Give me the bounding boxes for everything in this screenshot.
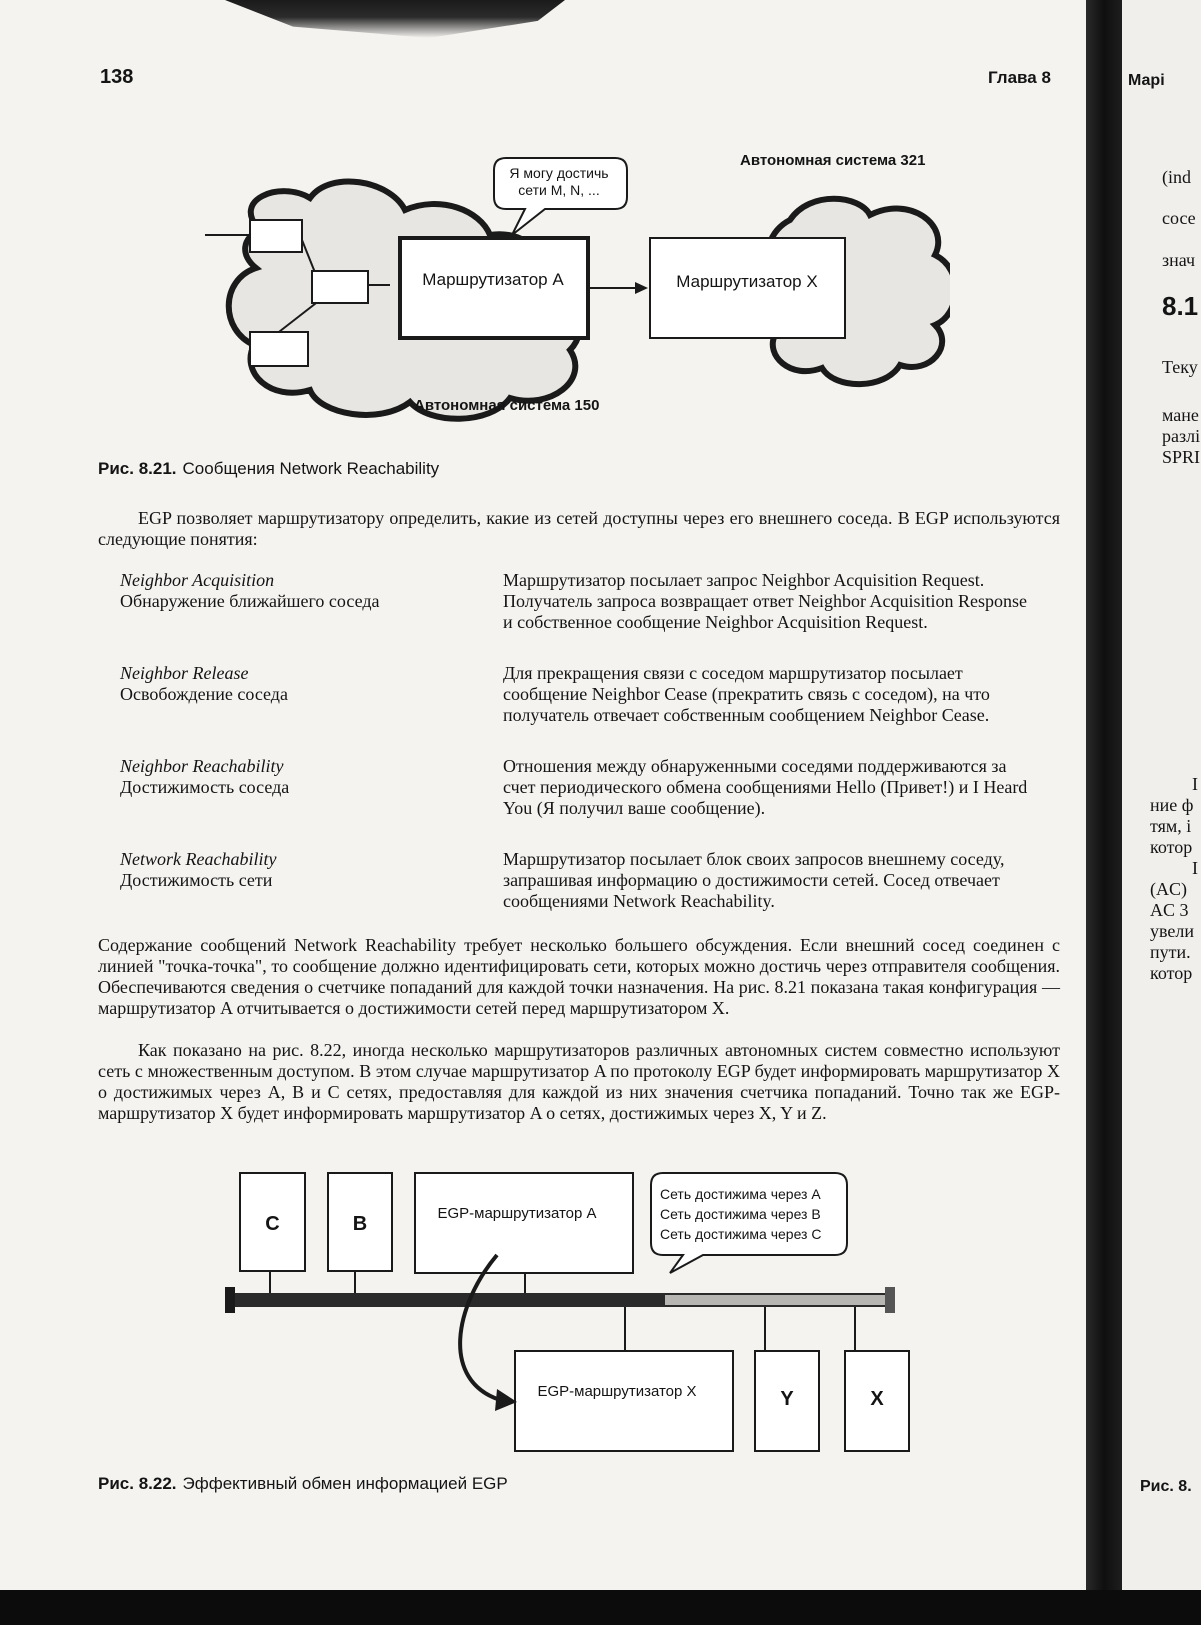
adjacent-line: котор: [1150, 963, 1193, 983]
scan-shadow: [225, 0, 565, 38]
term-neighbor-acquisition: [120, 570, 379, 612]
page-number: 138: [100, 66, 134, 88]
egp-x-label: EGP-маршрутизатор X: [537, 1383, 697, 1400]
network-box-2: [312, 271, 368, 303]
term-translation: Обнаружение ближайшего соседа: [120, 591, 380, 611]
desc-neighbor-release: Для прекращения связи с соседом маршрутизатор посылает сообщение Neighbor Cease (прекратить связь с соседом), на что получатель отвечает собственным сообщением Neighbor Cease.: [503, 663, 990, 725]
adjacent-line: котор: [1150, 837, 1193, 857]
curved-arrow-head: [495, 1389, 517, 1411]
network-box-1: [250, 220, 302, 252]
caption-number: Рис. 8.21.: [98, 459, 177, 478]
adjacent-line: (ind: [1162, 167, 1191, 187]
box-x-label: X: [870, 1388, 884, 1410]
adjacent-line: знач: [1162, 250, 1196, 270]
as150-label: Автономная система 150: [414, 397, 600, 414]
adjacent-line: пути.: [1150, 942, 1191, 962]
router-a-label: Маршрутизатор A: [422, 270, 564, 289]
adjacent-line: ние ф: [1150, 795, 1194, 815]
balloon-line: Сеть достижима через A: [660, 1186, 821, 1202]
box-y-label: Y: [780, 1388, 794, 1410]
intro-paragraph: EGP позволяет маршрутизатору определить, какие из сетей доступны через его внешнего соседа. В EGP используются следующие понятия:: [98, 508, 1060, 549]
term-translation: Освобождение соседа: [120, 684, 288, 704]
box-c-label: C: [265, 1213, 280, 1235]
scan-bottom-edge: [0, 1590, 1201, 1625]
term-name: Neighbor Release: [120, 663, 249, 683]
balloon-text: Я могу достичь сети M, N, ...: [509, 165, 609, 198]
adjacent-line: мане: [1162, 405, 1199, 425]
network-box-3: [250, 332, 308, 366]
term-neighbor-reachability: [120, 756, 289, 798]
book-spine: [1086, 0, 1122, 1625]
adjacent-line: SPRI: [1162, 447, 1201, 467]
router-x-label: Маршрутизатор X: [676, 272, 818, 291]
adjacent-line: сосе: [1162, 208, 1196, 228]
adjacent-line: Теку: [1162, 357, 1198, 377]
balloon-line: Сеть достижима через B: [660, 1206, 821, 1222]
adjacent-line: тям, і: [1150, 816, 1192, 836]
adjacent-line: I: [1192, 774, 1198, 794]
term-name: Network Reachability: [120, 849, 277, 869]
balloon-2-text: [660, 1184, 850, 1244]
desc-neighbor-reachability: Отношения между обнаруженными соседями поддерживаются за счет периодического обмена сообщениями Hello (Привет!) и I Heard You (Я получил ваше сообщение).: [503, 756, 1028, 818]
adjacent-line: AC 3: [1150, 900, 1189, 920]
as321-label: Автономная система 321: [740, 152, 926, 169]
term-translation: Достижимость сети: [120, 870, 273, 890]
caption-text: Сообщения Network Reachability: [182, 459, 440, 478]
paragraph-2: Как показано на рис. 8.22, иногда несколько маршрутизаторов различных автономных систем совместно используют сеть с множественным доступом. В этом случае маршрутизатор A по протоколу EGP будет информировать маршрутизатор X о достижимых через A, B и C сетях, предоставляя для каждой из них значения счетчика попаданий. Точно так же EGP-маршрутизатор X будет информировать маршрутизатор A о сетях, достижимых через X, Y и Z.: [98, 1040, 1060, 1123]
balloon-line: Сеть достижима через C: [660, 1226, 822, 1242]
adjacent-line: (AC): [1150, 879, 1187, 899]
adjacent-line: разлі: [1162, 426, 1201, 446]
term-network-reachability: [120, 849, 276, 891]
desc-network-reachability: Маршрутизатор посылает блок своих запросов внешнему соседу, запрашивая информацию о достижимости сетей. Сосед отвечает сообщениями Network Reachability.: [503, 849, 1005, 911]
adjacent-heading: 8.1: [1162, 291, 1199, 321]
caption-number: Рис. 8.22.: [98, 1474, 177, 1493]
adjacent-header: Марі: [1128, 72, 1165, 89]
curved-arrow: [460, 1255, 500, 1400]
term-name: Neighbor Reachability: [120, 756, 284, 776]
caption-text: Эффективный обмен информацией EGP: [182, 1474, 508, 1493]
adjacent-line: увели: [1150, 921, 1194, 941]
chapter-title: Глава 8: [988, 68, 1051, 87]
arrow-head: [635, 282, 648, 294]
term-translation: Достижимость соседа: [120, 777, 290, 797]
egp-a-label: EGP-маршрутизатор A: [437, 1205, 597, 1222]
paragraph-1: Содержание сообщений Network Reachability требует несколько большего обсуждения. Если внешний сосед соединен с линией "точка-точка", то сообщение должно идентифицировать сети, которых можно достичь через отправителя сообщения. Обеспечиваются сведения о счетчике попаданий для каждой точки назначения. На рис. 8.21 показана такая конфигурация — маршрутизатор A отчитывается о достижимости сетей перед маршрутизатором X.: [98, 935, 1060, 1018]
term-neighbor-release: [120, 663, 288, 705]
adjacent-page: [1122, 0, 1201, 1590]
term-name: Neighbor Acquisition: [120, 570, 275, 590]
adjacent-line: I: [1192, 858, 1198, 878]
box-b-label: B: [352, 1213, 368, 1235]
adjacent-caption: Рис. 8.: [1140, 1478, 1192, 1495]
figure-8-22-caption: [98, 1474, 508, 1494]
figure-8-21-caption: [98, 459, 439, 479]
desc-neighbor-acquisition: Маршрутизатор посылает запрос Neighbor Acquisition Request. Получатель запроса возвращает ответ Neighbor Acquisition Response и собственное сообщение Neighbor Acquisition Request.: [503, 570, 1028, 632]
